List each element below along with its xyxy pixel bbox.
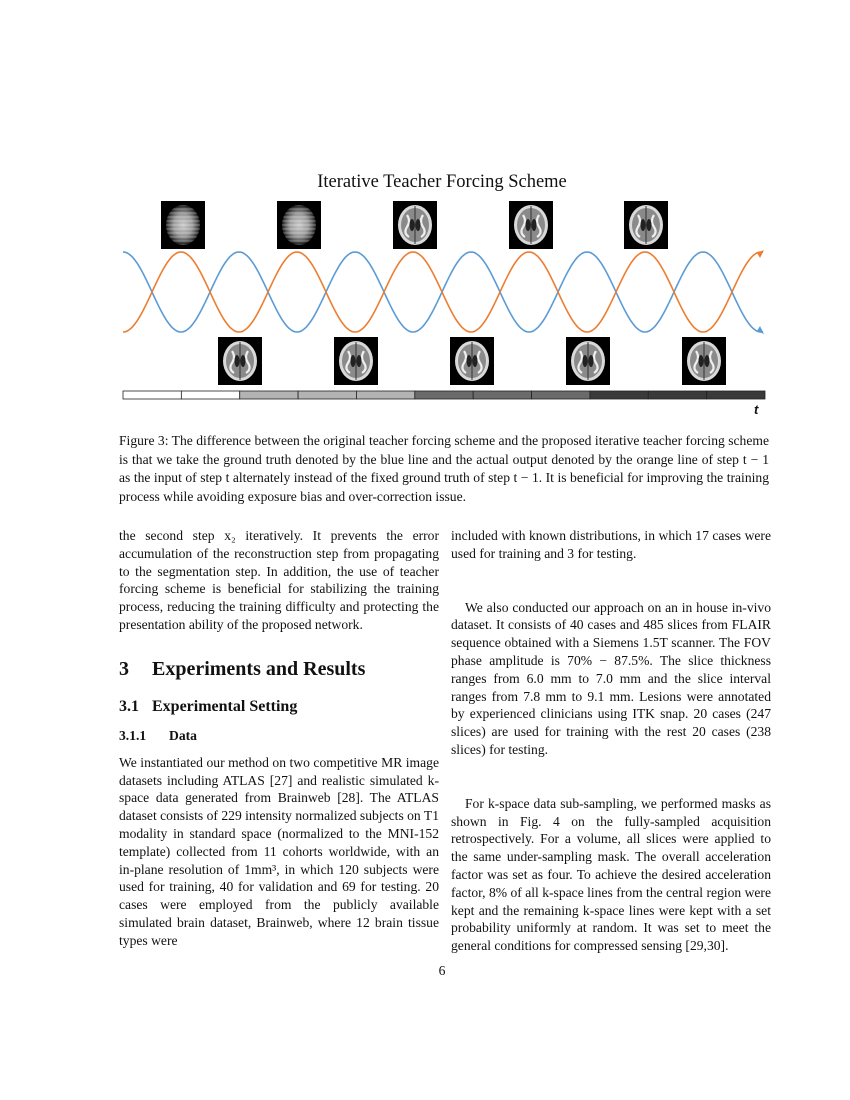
- top-image-row: [161, 201, 668, 249]
- timeline-segment: [240, 391, 298, 399]
- timeline-segment: [356, 391, 414, 399]
- section-number: 3: [119, 657, 129, 680]
- caption-label: Figure 3:: [119, 433, 169, 448]
- timeline-segment: [648, 391, 706, 399]
- right-column: [451, 527, 771, 955]
- blue-arrowhead: [757, 326, 764, 334]
- brain-mri-gt-2: [334, 337, 378, 385]
- intro-paragraph: the second step x₂ iteratively. It prevents the error accumulation of the reconstruction step from propagating to the segmentation step. In addition, the use of teacher forcing scheme is beneficial for stabilizing the training process, reducing the training difficulty and protecting the presentation ability of the proposed network.: [119, 528, 439, 632]
- brain-mri-gt-3: [450, 337, 494, 385]
- teacher-forcing-figure: [0, 190, 850, 425]
- right-paragraph-1: included with known distributions, in which 17 cases were used for training and 3 for testing.: [451, 528, 771, 561]
- blurred-brain-mri-2: [277, 201, 321, 249]
- ground-truth-line: [123, 252, 763, 332]
- blurred-brain-mri-1: [161, 201, 205, 249]
- subsection-title: Experimental Setting: [152, 697, 298, 715]
- timeline-segment: [123, 391, 181, 399]
- page-number: 6: [438, 963, 446, 978]
- timeline-segment: [415, 391, 473, 399]
- orange-arrowhead: [757, 250, 764, 258]
- brain-mri-gt-5: [682, 337, 726, 385]
- subsubsection-title: Data: [169, 727, 197, 743]
- timeline-segment: [532, 391, 590, 399]
- timeline-segment: [590, 391, 648, 399]
- caption-text: The difference between the original teacher forcing scheme and the proposed iterative teacher forcing scheme is that we take the ground truth denoted by the blue line and the actual output denoted by the orange line of step t − 1 as the input of step t alternately instead of the fixed ground truth of step t − 1. It is beneficial for improving the training process while avoiding exposure bias and over-correction issue.: [119, 433, 769, 504]
- right-paragraph-2: We also conducted our approach on an in house in-vivo dataset. It consists of 40 cases and 485 slices from FLAIR sequence obtained with a Siemens 1.5T scanner. The FOV phase amplitude is 70% − 87.5%. The slice thickness ranges from 6.0 mm to 7.0 mm and the slice interval ranges from 7.8 mm to 9.1 mm. Lesions were annotated by experienced clinicians using ITK snap. 20 cases (247 slices) are used for training with the rest 20 cases (238 slices) for testing.: [451, 599, 771, 757]
- timeline-segment: [707, 391, 765, 399]
- brain-mri-gt-1: [218, 337, 262, 385]
- brain-mri-gt-4: [566, 337, 610, 385]
- timeline-segment: [473, 391, 531, 399]
- figure-title: Iterative Teacher Forcing Scheme: [317, 172, 567, 192]
- brain-mri-5: [624, 201, 668, 249]
- data-paragraph: We instantiated our method on two competitive MR image datasets including ATLAS [27] and realistic simulated k-space data generated from Brainweb [28]. The ATLAS dataset consists of 229 intensity normalized subjects on T1 modality in standard space (normalized to the MNI-152 template) collected from 11 cohorts worldwide, with an in-plane resolution of 1mm³, in which 120 subjects were used for training, 40 for validation and 69 for testing. 20 cases were employed from the publicly available simulated brain dataset, Brainweb, where 12 brain tissue types were: [119, 754, 439, 948]
- timeline-bar: [123, 391, 765, 399]
- output-line: [123, 252, 763, 332]
- time-axis-label: t: [754, 402, 759, 417]
- wave-lines: [123, 250, 764, 334]
- bottom-image-row: [218, 337, 726, 385]
- brain-mri-4: [509, 201, 553, 249]
- left-column: [119, 527, 439, 950]
- subsubsection-number: 3.1.1: [119, 727, 147, 743]
- right-paragraph-3: For k-space data sub-sampling, we performed masks as shown in Fig. 4 on the fully-sampled acquisition retrospectively. For a volume, all slices were applied to the same under-sampling mask. The overall acceleration factor was set as four. To achieve the desired acceleration factor, 8% of all k-space lines from the central region were kept and the remaining k-space lines were kept with a set probability uniformly at random. It was set to meet the general conditions for compressed sensing [29,30].: [451, 795, 771, 954]
- subsubsection-heading: [119, 727, 439, 745]
- section-title: Experiments and Results: [152, 657, 366, 680]
- timeline-segment: [298, 391, 356, 399]
- brain-mri-3: [393, 201, 437, 249]
- subsection-heading: [119, 697, 439, 717]
- timeline-segment: [181, 391, 239, 399]
- figure-caption: [119, 432, 769, 506]
- subsection-number: 3.1: [119, 697, 139, 715]
- section-heading: [119, 657, 439, 681]
